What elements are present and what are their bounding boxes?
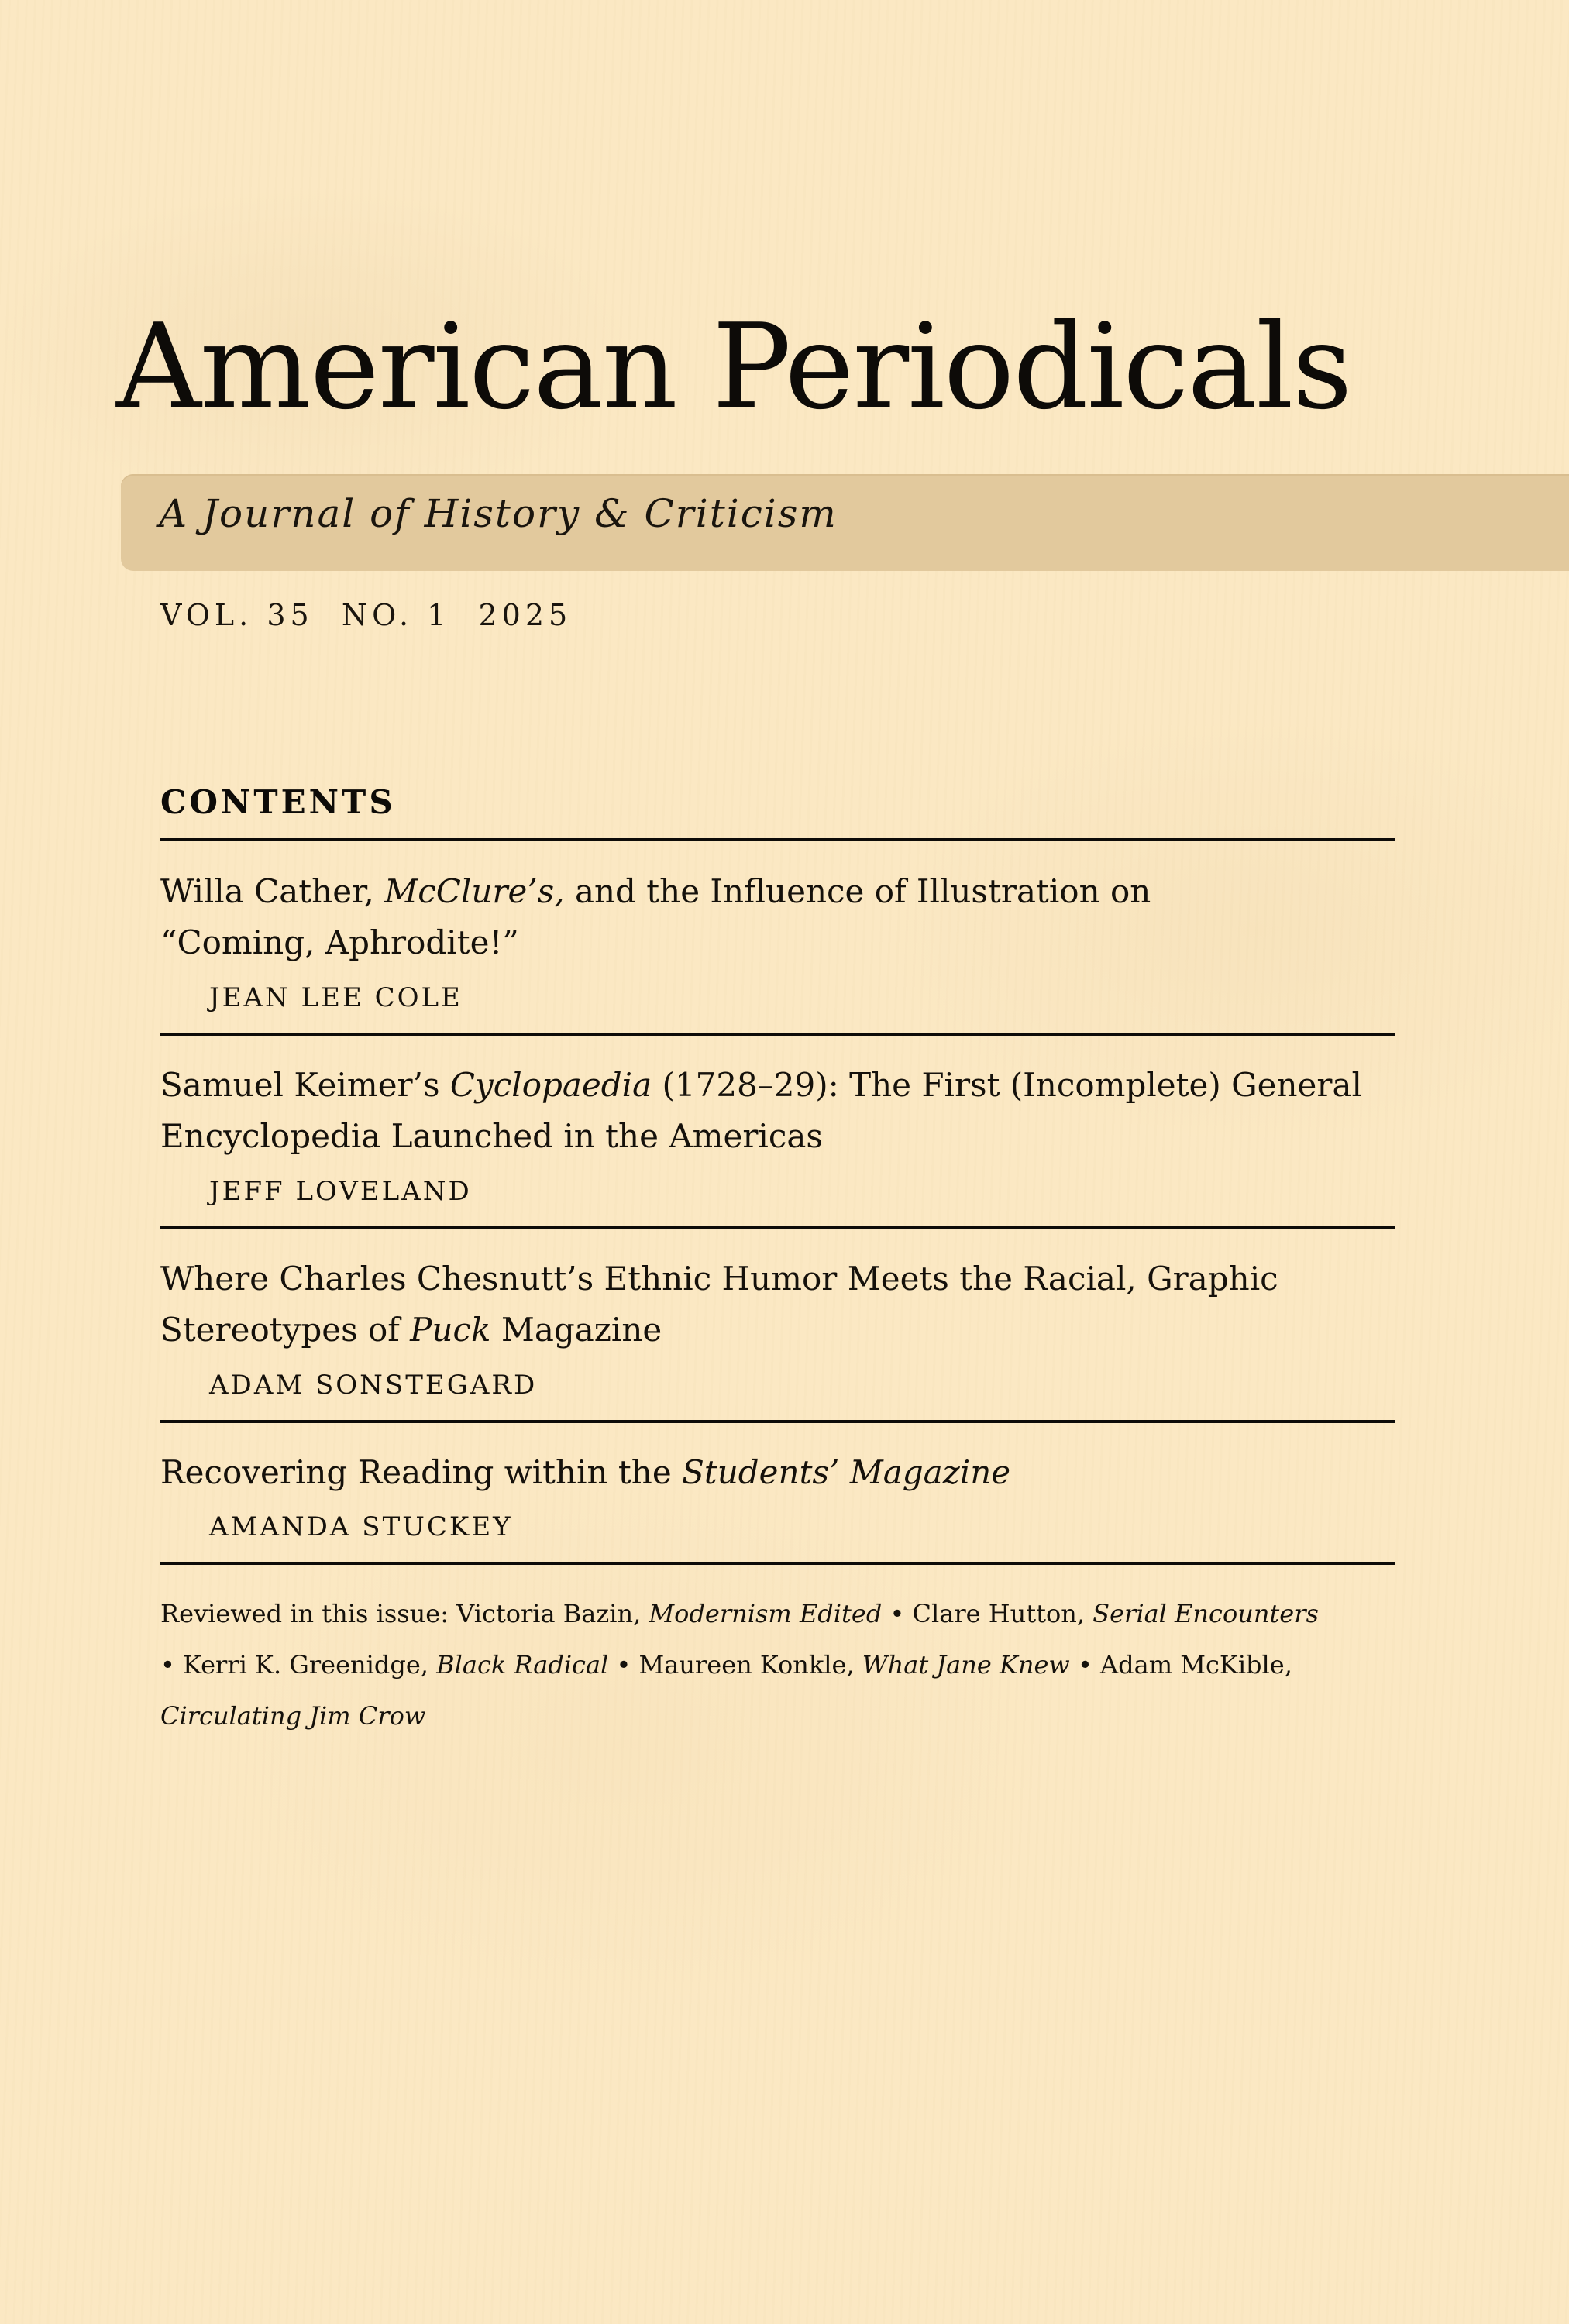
issue-info: VOL. 35 NO. 1 2025 — [160, 598, 573, 632]
text-run: Magazine — [490, 1311, 662, 1349]
text-line — [160, 1588, 1416, 1639]
journal-subtitle: A Journal of History & Criticism — [159, 491, 838, 536]
text-line — [160, 1060, 1362, 1111]
italic-run: Cyclopaedia — [449, 1066, 652, 1104]
text-run: Recovering Reading within the — [160, 1453, 683, 1491]
text-run: • Kerri K. Greenidge, — [160, 1650, 437, 1679]
italic-run: Puck — [410, 1311, 491, 1349]
text-run: • Adam McKible, — [1069, 1650, 1292, 1679]
text-line — [160, 866, 1151, 917]
toc-entry-title[interactable] — [160, 866, 1151, 968]
italic-run: Circulating Jim Crow — [160, 1701, 426, 1731]
italic-run: Modernism Edited — [649, 1599, 883, 1628]
italic-run: Students’ Magazine — [682, 1453, 1011, 1491]
contents-heading: CONTENTS — [160, 783, 396, 821]
text-run: Stereotypes of — [160, 1311, 411, 1349]
text-line — [160, 1253, 1278, 1305]
text-run: • Maureen Konkle, — [608, 1650, 862, 1679]
toc-entry-author: JEAN LEE COLE — [209, 982, 463, 1013]
rule-divider — [160, 1033, 1395, 1036]
text-run: Willa Cather, — [160, 872, 385, 910]
rule-divider — [160, 1420, 1395, 1423]
italic-run: McClure’s, — [384, 872, 565, 910]
toc-entry-author: ADAM SONSTEGARD — [209, 1370, 538, 1401]
toc-entry-title[interactable] — [160, 1253, 1278, 1356]
toc-entry-title[interactable] — [160, 1447, 1010, 1498]
rule-divider — [160, 1562, 1395, 1565]
rule-divider — [160, 1226, 1395, 1229]
text-run: Encyclopedia Launched in the Americas — [160, 1117, 823, 1155]
text-run: • Clare Hutton, — [882, 1599, 1093, 1628]
italic-run: Black Radical — [436, 1650, 609, 1679]
text-run: and the Influence of Illustration on — [564, 872, 1151, 910]
italic-run: Serial Encounters — [1092, 1599, 1319, 1628]
text-run: Where Charles Chesnutt’s Ethnic Humor Meets the Racial, Graphic — [160, 1260, 1278, 1298]
text-line — [160, 1111, 1362, 1162]
text-line — [160, 1447, 1010, 1498]
toc-entry-title[interactable] — [160, 1060, 1362, 1162]
journal-title: American Periodicals — [116, 298, 1351, 435]
text-line — [160, 1305, 1278, 1356]
text-run: Reviewed in this issue: Victoria Bazin, — [160, 1599, 649, 1628]
reviewed-in-this-issue — [160, 1588, 1416, 1741]
text-run: (1728–29): The First (Incomplete) General — [652, 1066, 1362, 1104]
text-run: “Coming, Aphrodite!” — [160, 923, 519, 961]
text-line — [160, 1690, 1416, 1741]
text-run: Samuel Keimer’s — [160, 1066, 450, 1104]
rule-divider — [160, 838, 1395, 841]
toc-entry-author: AMANDA STUCKEY — [209, 1511, 513, 1542]
text-line — [160, 1639, 1416, 1690]
toc-entry-author: JEFF LOVELAND — [209, 1176, 472, 1207]
italic-run: What Jane Knew — [862, 1650, 1070, 1679]
text-line — [160, 917, 1151, 968]
